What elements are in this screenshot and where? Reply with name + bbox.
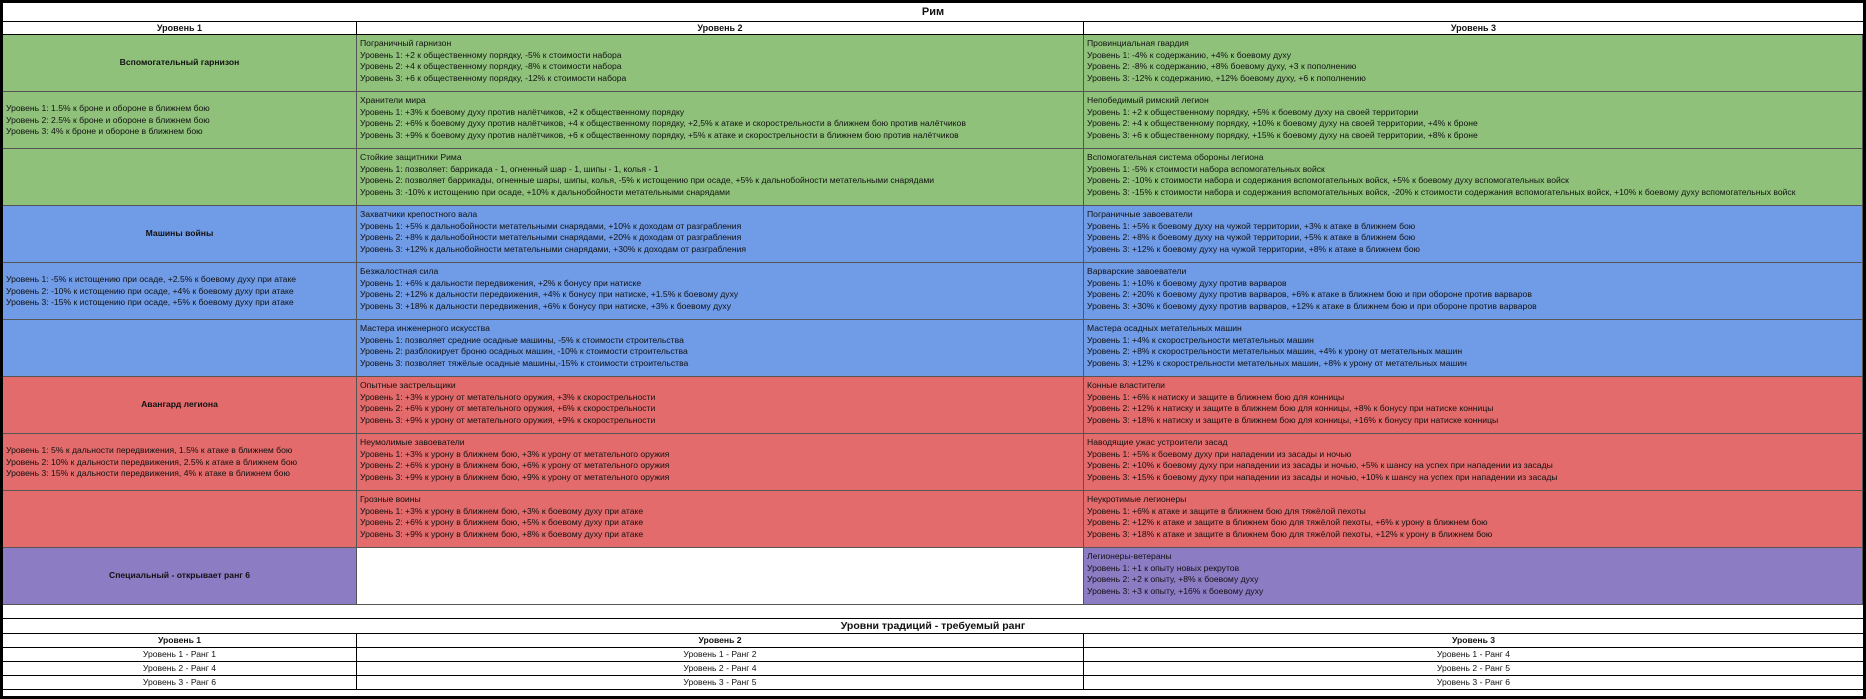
tradition-level-line: Уровень 3: +18% к дальности передвижения, +6% к бонусу при натиске, +3% к боевому духу [360, 300, 732, 311]
tradition-level-line: Уровень 3: +3 к опыту, +16% к боевому духу [1087, 585, 1264, 596]
tradition-name: Безжалостная сила [360, 266, 439, 276]
tradition-level-line: Уровень 1: -4% к содержанию, +4% к боевому духу [1087, 49, 1292, 60]
group-level1-cell [3, 434, 357, 491]
ranks-row [3, 648, 1863, 662]
tradition-level-line: Уровень 3: +9% к урону в ближнем бою, +8% к боевому духу при атаке [360, 528, 644, 539]
ranks-row [3, 662, 1863, 676]
ranks-header-1: Уровень 1 [3, 634, 357, 647]
group-empty-cell [3, 491, 357, 548]
tradition-level-line: Уровень 2: -8% к содержанию, +8% боевому духу, +3 к пополнению [1087, 61, 1357, 72]
tradition-level-line: Уровень 2: +6% к урону в ближнем бою, +5% к боевому духу при атаке [360, 517, 644, 528]
tradition-level-line: Уровень 1: позволяет средние осадные машины, -5% к стоимости строительства [360, 334, 684, 345]
tradition-name: Грозные воины [360, 494, 421, 504]
tradition-level-line: Уровень 2: -10% к стоимости набора и содержания вспомогательных войск, +5% к боевому духу вспомогательных войск [1087, 175, 1569, 186]
tradition-level-line: Уровень 3: +6 к общественному порядку, +15% к боевому духу на своей территории, +8% к броне [1087, 129, 1478, 140]
ranks-cell: Уровень 3 - Ранг 6 [1436, 677, 1511, 687]
spacer-row [3, 605, 1863, 619]
ranks-cell: Уровень 1 - Ранг 1 [3, 648, 357, 661]
tradition-level-line: Уровень 1: +2 к общественному порядку, -5% к стоимости набора [360, 49, 622, 60]
ranks-header-2: Уровень 2 [357, 634, 1084, 647]
level2-tradition-cell [357, 263, 1084, 320]
ranks-header-3: Уровень 3 [1451, 635, 1496, 645]
tradition-level-line: Уровень 3: +9% к урону в ближнем бою, +9% к урону от метательного оружия [360, 471, 670, 482]
tradition-level-line: Уровень 3: +15% к боевому духу при нападении из засады и ночью, +10% к шансу на успех при нападении из засады [1087, 471, 1558, 482]
level1-desc-line: Уровень 1: 1.5% к броне и обороне в ближнем бою [6, 103, 210, 113]
tradition-name: Пограничный гарнизон [360, 38, 452, 48]
level3-tradition-cell [1084, 491, 1863, 548]
tradition-name: Провинциальная гвардия [1087, 38, 1189, 48]
tradition-level-line: Уровень 1: +3% к урону от метательного оружия, +3% к скорострельности [360, 391, 656, 402]
tradition-level-line: Уровень 2: позволяет баррикады, огненные шары, шипы, колья, -5% к истощению при осаде, +5% к дальнобойности метательными снарядами [360, 175, 935, 186]
tradition-level-line: Уровень 2: +6% к урону в ближнем бою, +6% к урону от метательного оружия [360, 460, 670, 471]
ranks-cell: Уровень 3 - Ранг 5 [357, 676, 1084, 689]
tradition-name: Мастера осадных метательных машин [1087, 323, 1242, 333]
tradition-level-line: Уровень 2: +12% к дальности передвижения, +4% к бонусу при натиске, +1.5% к боевому духу [360, 289, 739, 300]
level3-tradition-cell [1084, 92, 1863, 149]
tradition-name: Непобедимый римский легион [1087, 95, 1209, 105]
group-name: Авангард легиона [141, 399, 218, 409]
ranks-cell: Уровень 2 - Ранг 4 [357, 662, 1084, 675]
tradition-name: Мастера инженерного искусства [360, 323, 490, 333]
group-empty-cell [3, 320, 357, 377]
tradition-level-line: Уровень 3: +18% к натиску и защите в ближнем бою для конницы, +16% к бонусу при натиске конницы [1087, 414, 1499, 425]
tradition-level-line: Уровень 1: +1 к опыту новых рекрутов [1087, 562, 1240, 573]
table-title: Рим [3, 3, 1863, 22]
tradition-name: Неукротимые легионеры [1087, 494, 1187, 504]
tradition-name: Неумолимые завоеватели [360, 437, 465, 447]
tradition-level-line: Уровень 1: +2 к общественному порядку, +5% к боевому духу на своей территории [1087, 106, 1419, 117]
tradition-level-line: Уровень 3: +9% к боевому духу против налётчиков, +6 к общественному порядку, +5% к атаке и скорострельности в ближнем бою против налётчиков [360, 129, 959, 140]
tradition-level-line: Уровень 1: +5% к дальнобойности метательными снарядами, +10% к доходам от разграбления [360, 220, 742, 231]
level1-desc-line: Уровень 1: 5% к дальности передвижения, 1.5% к атаке в ближнем бою [6, 445, 293, 455]
tradition-level-line: Уровень 3: -10% к истощению при осаде, +10% к дальнобойности метательными снарядами [360, 186, 730, 197]
tradition-level-line: Уровень 3: +12% к скорострельности метательных машин, +8% к урону от метательных машин [1087, 357, 1467, 368]
ranks-title: Уровни традиций - требуемый ранг [3, 619, 1863, 634]
tradition-level-line: Уровень 2: +12% к атаке и защите в ближнем бою для тяжёлой пехоты, +6% к урону в ближнем бою [1087, 517, 1488, 528]
level1-desc-line: Уровень 1: -5% к истощению при осаде, +2.5% к боевому духу при атаке [6, 274, 297, 284]
tradition-name: Хранители мира [360, 95, 426, 105]
level2-tradition-cell [357, 92, 1084, 149]
level1-desc-line: Уровень 2: 2.5% к броне и обороне в ближнем бою [6, 114, 210, 125]
level1-desc-line: Уровень 2: 10% к дальности передвижения, 2.5% к атаке в ближнем бою [6, 456, 298, 467]
level3-tradition-cell [1084, 206, 1863, 263]
tradition-level-line: Уровень 1: +6% к натиску и защите в ближнем бою для конницы [1087, 391, 1345, 402]
group-name-cell [3, 206, 357, 263]
level3-tradition-cell [1084, 377, 1863, 434]
tradition-level-line: Уровень 2: +20% к боевому духу против варваров, +6% к атаке в ближнем бою и при обороне против варваров [1087, 289, 1532, 300]
level2-tradition-cell [357, 35, 1084, 92]
tradition-level-line: Уровень 2: +8% к скорострельности метательных машин, +4% к урону от метательных машин [1087, 346, 1463, 357]
tradition-level-line: Уровень 3: +6 к общественному порядку, -12% к стоимости набора [360, 72, 627, 83]
group-empty-cell [3, 149, 357, 206]
tradition-level-line: Уровень 3: +12% к дальнобойности метательными снарядами, +30% к доходам от разграбления [360, 243, 747, 254]
level2-tradition-cell [357, 320, 1084, 377]
level3-tradition-cell [1084, 320, 1863, 377]
tradition-level-line: Уровень 1: -5% к стоимости набора вспомогательных войск [1087, 163, 1325, 174]
tradition-level-line: Уровень 3: -12% к содержанию, +12% боевому духу, +6 к пополнению [1087, 72, 1366, 83]
ranks-cell: Уровень 1 - Ранг 4 [1436, 649, 1511, 659]
level3-tradition-cell [1084, 35, 1863, 92]
header-level-3: Уровень 3 [1450, 23, 1497, 33]
tradition-level-line: Уровень 2: +4 к общественному порядку, -8% к стоимости набора [360, 61, 622, 72]
level1-desc-line: Уровень 3: 4% к броне и обороне в ближнем бою [6, 126, 203, 137]
tradition-level-line: Уровень 1: +5% к боевому духу при нападении из засады и ночью [1087, 448, 1352, 459]
level3-tradition-cell [1084, 548, 1863, 605]
header-row [3, 22, 1863, 35]
traditions-grid [3, 35, 1863, 605]
tradition-level-line: Уровень 2: +4 к общественному порядку, +10% к боевому духу на своей территории, +4% к броне [1087, 118, 1478, 129]
level2-tradition-cell [357, 206, 1084, 263]
level2-tradition-cell [357, 149, 1084, 206]
tradition-level-line: Уровень 1: +10% к боевому духу против варваров [1087, 277, 1287, 288]
level2-tradition-cell [357, 377, 1084, 434]
ranks-header-row [3, 634, 1863, 648]
ranks-table [3, 619, 1863, 690]
level2-tradition-cell [357, 434, 1084, 491]
tradition-level-line: Уровень 2: +12% к натиску и защите в ближнем бою для конницы, +8% к бонусу при натиске конницы [1087, 403, 1494, 414]
tradition-name: Варварские завоеватели [1087, 266, 1187, 276]
tradition-level-line: Уровень 1: +5% к боевому духу на чужой территории, +3% к атаке в ближнем бою [1087, 220, 1416, 231]
tradition-level-line: Уровень 2: +6% к боевому духу против налётчиков, +4 к общественному порядку, +2,5% к атаке и скорострельности в ближнем бою против налётчиков [360, 118, 966, 129]
tradition-level-line: Уровень 1: +6% к атаке и защите в ближнем бою для тяжёлой пехоты [1087, 505, 1366, 516]
tradition-level-line: Уровень 3: +12% к боевому духу на чужой территории, +8% к атаке в ближнем бою [1087, 243, 1420, 254]
group-name: Вспомогательный гарнизон [119, 57, 240, 67]
level2-tradition-cell [357, 491, 1084, 548]
group-name: Машины войны [145, 228, 214, 238]
level3-tradition-cell [1084, 434, 1863, 491]
tradition-level-line: Уровень 3: +30% к боевому духу против варваров, +12% к атаке в ближнем бою и при обороне против варваров [1087, 300, 1537, 311]
level3-tradition-cell [1084, 263, 1863, 320]
tradition-level-line: Уровень 2: +10% к боевому духу при нападении из засады и ночью, +5% к шансу на успех при нападении из засады [1087, 460, 1553, 471]
level1-desc-line: Уровень 2: -10% к истощению при осаде, +4% к боевому духу при атаке [6, 285, 294, 296]
tradition-level-line: Уровень 2: +6% к урону от метательного оружия, +6% к скорострельности [360, 403, 656, 414]
tradition-name: Опытные застрельщики [360, 380, 456, 390]
group-name-cell [3, 377, 357, 434]
header-level-2: Уровень 2 [357, 22, 1084, 34]
tradition-name: Стойкие защитники Рима [360, 152, 462, 162]
tradition-level-line: Уровень 2: разблокирует броню осадных машин, -10% к стоимости строительства [360, 346, 688, 357]
tradition-level-line: Уровень 1: +4% к скорострельности метательных машин [1087, 334, 1314, 345]
tradition-level-line: Уровень 2: +8% к дальнобойности метательными снарядами, +20% к доходам от разграбления [360, 232, 742, 243]
level2-tradition-cell [357, 548, 1084, 605]
tradition-name: Конные властители [1087, 380, 1165, 390]
level1-desc-line: Уровень 3: 15% к дальности передвижения, 4% к атаке в ближнем бою [6, 468, 290, 479]
tradition-level-line: Уровень 3: +18% к атаке и защите в ближнем бою для тяжёлой пехоты, +12% к урону в ближнем бою [1087, 528, 1493, 539]
tradition-level-line: Уровень 1: +3% к урону в ближнем бою, +3% к боевому духу при атаке [360, 505, 644, 516]
header-level-1: Уровень 1 [3, 22, 357, 34]
tradition-level-line: Уровень 3: позволяет тяжёлые осадные машины,-15% к стоимости строительства [360, 357, 689, 368]
tradition-name: Вспомогательная система обороны легиона [1087, 152, 1264, 162]
group-name-cell [3, 35, 357, 92]
tradition-level-line: Уровень 1: +3% к боевому духу против налётчиков, +2 к общественному порядку [360, 106, 685, 117]
ranks-cell: Уровень 2 - Ранг 5 [1436, 663, 1511, 673]
level3-tradition-cell [1084, 149, 1863, 206]
ranks-row [3, 676, 1863, 690]
tradition-level-line: Уровень 1: +6% к дальности передвижения, +2% к бонусу при натиске [360, 277, 642, 288]
ranks-cell: Уровень 2 - Ранг 4 [3, 662, 357, 675]
tradition-level-line: Уровень 3: +9% к урону от метательного оружия, +9% к скорострельности [360, 414, 656, 425]
tradition-level-line: Уровень 2: +2 к опыту, +8% к боевому духу [1087, 574, 1259, 585]
group-level1-cell [3, 263, 357, 320]
tradition-level-line: Уровень 3: -15% к стоимости набора и содержания вспомогательных войск, -20% к стоимости содержания вспомогательных войск, +10% к боевому духу вспомогательных войск [1087, 186, 1796, 197]
group-level1-cell [3, 92, 357, 149]
group-name-cell [3, 548, 357, 605]
tradition-level-line: Уровень 1: позволяет: баррикада - 1, огненный шар - 1, шипы - 1, колья - 1 [360, 163, 659, 174]
ranks-cell: Уровень 1 - Ранг 2 [357, 648, 1084, 661]
tradition-level-line: Уровень 1: +3% к урону в ближнем бою, +3% к урону от метательного оружия [360, 448, 670, 459]
tradition-name: Легионеры-ветераны [1087, 551, 1172, 561]
level1-desc-line: Уровень 3: -15% к истощению при осаде, +5% к боевому духу при атаке [6, 297, 294, 308]
tradition-level-line: Уровень 2: +8% к боевому духу на чужой территории, +5% к атаке в ближнем бою [1087, 232, 1416, 243]
spreadsheet [3, 3, 1863, 696]
tradition-name: Пограничные завоеватели [1087, 209, 1193, 219]
group-name: Специальный - открывает ранг 6 [108, 570, 251, 580]
tradition-name: Захватчики крепостного вала [360, 209, 478, 219]
tradition-name: Наводящие ужас устроители засад [1087, 437, 1228, 447]
ranks-cell: Уровень 3 - Ранг 6 [3, 676, 357, 689]
